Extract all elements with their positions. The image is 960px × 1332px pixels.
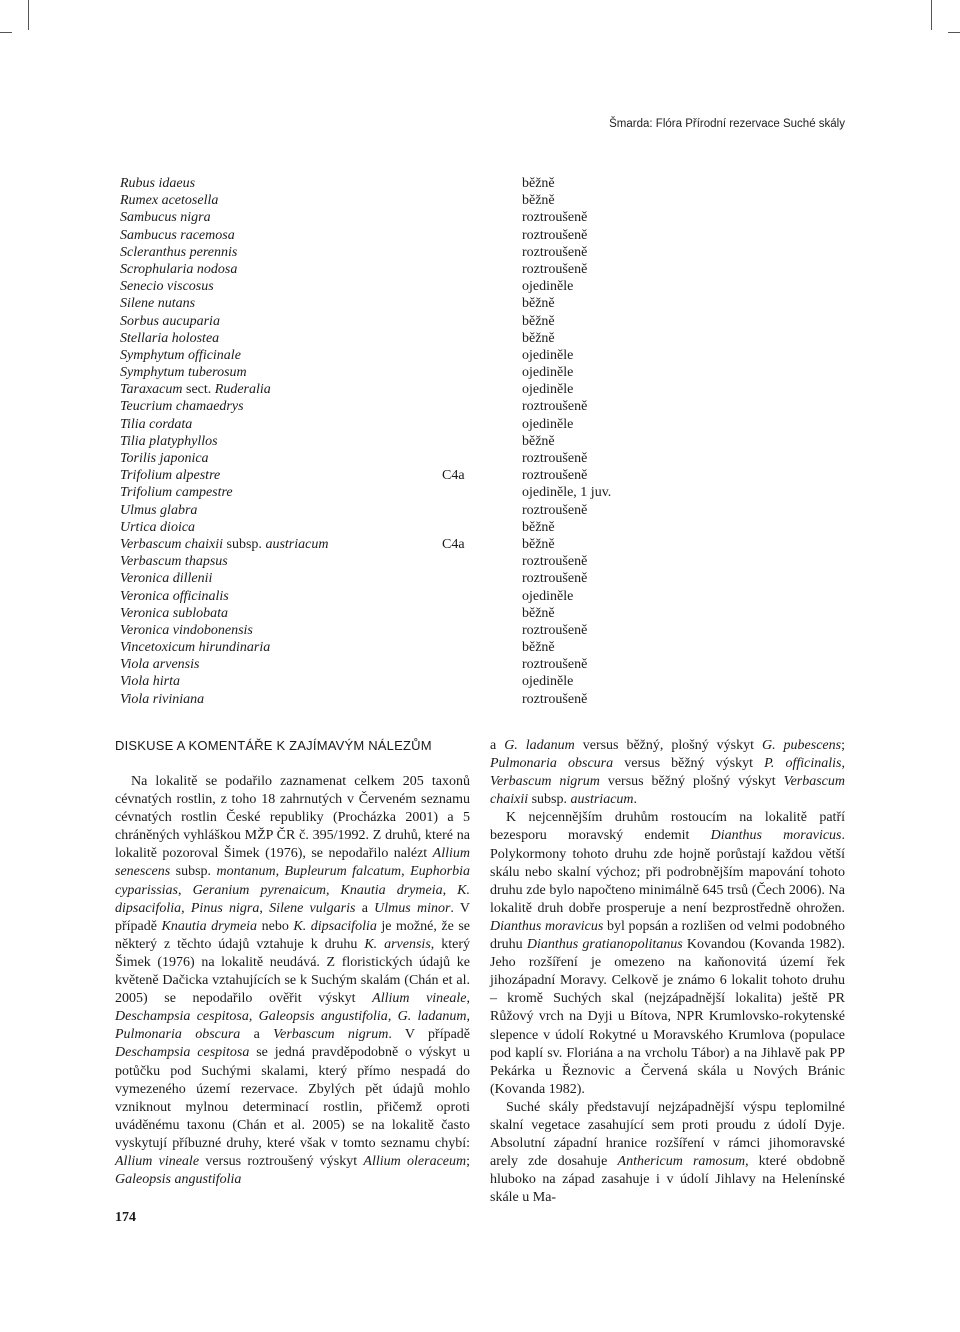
- frequency: běžně: [522, 519, 555, 535]
- species-row: [120, 398, 680, 415]
- species-name: Taraxacum sect. Ruderalia: [120, 382, 271, 398]
- species-name: Sorbus aucuparia: [120, 313, 220, 329]
- species-name: Verbascum chaixii subsp. austriacum: [120, 536, 329, 552]
- frequency: ojediněle: [522, 365, 574, 381]
- species-row: [120, 553, 680, 570]
- frequency: roztroušeně: [522, 399, 588, 415]
- red-list-category: C4a: [442, 468, 465, 484]
- frequency: roztroušeně: [522, 554, 588, 570]
- species-table: [120, 175, 680, 708]
- species-row: [120, 502, 680, 519]
- running-header: Šmarda: Flóra Přírodní rezervace Suché skály: [609, 118, 845, 130]
- species-row: [120, 381, 680, 398]
- species-row: [120, 433, 680, 450]
- species-row: [120, 639, 680, 656]
- species-name: Trifolium campestre: [120, 485, 233, 501]
- species-row: [120, 484, 680, 501]
- frequency: roztroušeně: [522, 622, 588, 638]
- species-name: Symphytum officinale: [120, 347, 241, 363]
- frequency: ojediněle: [522, 279, 574, 295]
- frequency: běžně: [522, 605, 555, 621]
- crop-mark: [0, 32, 12, 33]
- species-row: [120, 192, 680, 209]
- species-row: [120, 622, 680, 639]
- species-name: Viola riviniana: [120, 691, 205, 707]
- species-name: Teucrium chamaedrys: [120, 399, 244, 415]
- species-name: Veronica vindobonensis: [120, 622, 253, 638]
- species-name: Veronica dillenii: [120, 571, 213, 587]
- species-name: Viola hirta: [120, 674, 181, 690]
- species-row: [120, 295, 680, 312]
- species-row: [120, 605, 680, 622]
- crop-mark: [28, 0, 29, 30]
- frequency: běžně: [522, 193, 555, 209]
- species-name: Veronica sublobata: [120, 605, 228, 621]
- species-name: Vincetoxicum hirundinaria: [120, 640, 271, 656]
- species-row: [120, 244, 680, 261]
- frequency: roztroušeně: [522, 691, 588, 707]
- species-name: Symphytum tuberosum: [120, 365, 247, 381]
- species-row: [120, 209, 680, 226]
- species-name: Urtica dioica: [120, 519, 196, 535]
- species-row: [120, 519, 680, 536]
- frequency: běžně: [522, 296, 555, 312]
- species-name: Silene nutans: [120, 296, 196, 312]
- species-name: Tilia cordata: [120, 416, 193, 432]
- frequency: roztroušeně: [522, 657, 588, 673]
- species-row: [120, 588, 680, 605]
- frequency: roztroušeně: [522, 210, 588, 226]
- species-row: [120, 175, 680, 192]
- frequency: ojediněle: [522, 416, 574, 432]
- species-row: [120, 691, 680, 708]
- crop-mark: [931, 0, 932, 30]
- species-name: Scleranthus perennis: [120, 244, 238, 260]
- frequency: roztroušeně: [522, 244, 588, 260]
- frequency: roztroušeně: [522, 227, 588, 243]
- species-row: [120, 656, 680, 673]
- species-name: Tilia platyphyllos: [120, 433, 218, 449]
- species-name: Sambucus racemosa: [120, 227, 235, 243]
- species-row: [120, 278, 680, 295]
- species-row: [120, 416, 680, 433]
- frequency: roztroušeně: [522, 451, 588, 466]
- frequency: běžně: [522, 640, 555, 656]
- species-row: [120, 227, 680, 244]
- species-name: Torilis japonica: [120, 451, 209, 466]
- frequency: běžně: [522, 330, 555, 346]
- species-name: Rumex acetosella: [120, 193, 219, 209]
- species-row: [120, 570, 680, 587]
- left-text-column: [115, 737, 470, 1189]
- species-row: [120, 347, 680, 364]
- species-name: Rubus idaeus: [120, 176, 196, 191]
- species-name: Scrophularia nodosa: [120, 261, 238, 277]
- species-name: Trifolium alpestre: [120, 468, 221, 484]
- species-row: [120, 450, 680, 467]
- section-title: DISKUSE A KOMENTÁŘE K ZAJÍMAVÝM NÁLEZŮM: [115, 738, 432, 753]
- species-name: Sambucus nigra: [120, 210, 211, 226]
- species-name: Viola arvensis: [120, 657, 200, 673]
- right-text-column: [490, 737, 845, 1207]
- right-column-body: a G. ladanum versus běžný, plošný výskyt G. pubescens; Pulmonaria obscura versus běžný výskyt P. officinalis, Verbascum nigrum versus běžný plošný výskyt Verbascum chaixii subsp. austriacum. K nejcennějším druhům rostoucím na lokalitě patří bezesporu moravský endemit Dianthus moravicus. Polykormony tohoto druhu zde hojně porůstají každou větší skálu nebo skalní výchoz; při podrobnějším mapování tohoto druhu zde bylo napočteno minimálně 645 trsů (Čech 2006). Na lokalitě druh dobře prosperuje a není bezprostředně ohrožen. Dianthus moravicus byl popsán a rozlišen od velmi podobného druhu Dianthus gratianopolitanus Kovandou (Kovanda 1982). Jeho rozšíření je omezeno na kaňonovitá území řek jihozápadní Moravy. Celkově je známo 6 lokalit tohoto druhu – kromě Suchých skal (nejzápadnější lokalita) ještě PR Růžový vrch na Dyji u Bítova, NPR Krumlovsko-rokytenské slepence v údolí Rokytné u Moravského Krumlova (populace pod kaplí sv. Floriána a na vrcholu Tábor) a na Jihlavě pak PP Pekárka u Řeznovic a Červená skála u Nových Bránic (Kovanda 1982). Suché skály představují nejzápadnější výspu teplomilné skalní vegetace zasahující sem proti proudu z údolí Dyje. Absolutní západní hranice rozšíření v rámci jihomoravské arely zde dosahuje Anthericum ramosum, které obdobně hluboko na západ zasahuje i v údolí Jihlavy na Helenínské skále u Ma-: [490, 738, 846, 1206]
- frequency: běžně: [522, 313, 555, 329]
- frequency: ojediněle: [522, 347, 574, 363]
- frequency: ojediněle: [522, 382, 574, 398]
- species-name: Veronica officinalis: [120, 588, 229, 604]
- species-row: [120, 261, 680, 278]
- species-row: [120, 313, 680, 330]
- species-row: [120, 536, 680, 553]
- frequency: roztroušeně: [522, 502, 588, 518]
- species-row: [120, 330, 680, 347]
- species-name: Stellaria holostea: [120, 330, 220, 346]
- frequency: běžně: [522, 176, 555, 191]
- frequency: ojediněle: [522, 588, 574, 604]
- species-name: Ulmus glabra: [120, 502, 198, 518]
- frequency: roztroušeně: [522, 571, 588, 587]
- species-row: [120, 364, 680, 381]
- frequency: roztroušeně: [522, 261, 588, 277]
- frequency: běžně: [522, 536, 555, 552]
- species-name: Verbascum thapsus: [120, 554, 228, 570]
- species-row: [120, 467, 680, 484]
- frequency: ojediněle: [522, 674, 574, 690]
- red-list-category: C4a: [442, 536, 465, 552]
- crop-mark: [948, 32, 960, 33]
- frequency: ojediněle, 1 juv.: [522, 485, 612, 501]
- species-row: [120, 673, 680, 690]
- page-number: 174: [115, 1210, 136, 1225]
- left-column-body: Na lokalitě se podařilo zaznamenat celkem 205 taxonů cévnatých rostlin, z toho 18 zahrnutých v Červeném seznamu cévnatých rostlin České republiky (Procházka 2001) a 5 chráněných vyhláškou MŽP ČR č. 395/1992. Z druhů, které na lokalitě pozoroval Šimek (1976), se nepodařilo nalézt Allium senescens subsp. montanum, Bupleurum falcatum, Euphorbia cyparissias, Geranium pyrenaicum, Knautia drymeia, K. dipsacifolia, Pinus nigra, Silene vulgaris a Ulmus minor. V případě Knautia drymeia nebo K. dipsacifolia je možné, že se některý z těchto údajů vztahuje k druhu K. arvensis, který Šimek (1976) na lokalitě neudává. Z floristických údajů ke květeně Dačicka vztahujících se k Suchým skalám (Chán et al. 2005) se nepodařilo ověřit výskyt Allium vineale, Deschampsia cespitosa, Galeopsis angustifolia, G. ladanum, Pulmonaria obscura a Verbascum nigrum. V případě Deschampsia cespitosa se jedná pravděpodobně o výskyt u potůčku pod Suchými skalami, který přímo nespadá do vymezeného území rezervace. Zbylých pět údajů mohlo vzniknout mylnou determinací rostlin, přičemž oproti uváděnému taxonu (Chán et al. 2005) se na lokalitě často vyskytují příbuzné druhy, které však v tomto seznamu chybí: Allium vineale versus roztroušený výskyt Allium oleraceum; Galeopsis angustifolia: [115, 774, 471, 1188]
- frequency: běžně: [522, 433, 555, 449]
- species-name: Senecio viscosus: [120, 279, 214, 295]
- frequency: roztroušeně: [522, 468, 588, 484]
